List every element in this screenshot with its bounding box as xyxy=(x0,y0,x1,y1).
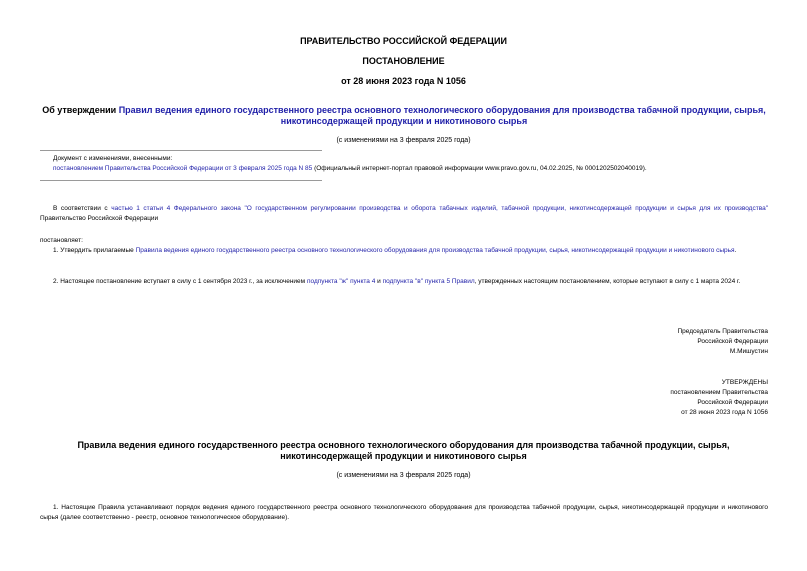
changes-source xyxy=(53,164,773,174)
approval-stamp xyxy=(560,378,768,418)
rules-amendment-note: (с изменениями на 3 февраля 2025 года) xyxy=(336,472,471,479)
document-title xyxy=(40,105,768,127)
approved-by: постановлением Правительства xyxy=(670,389,768,396)
title-prefix: Об утверждении xyxy=(42,105,119,115)
signature-body: Российской Федерации xyxy=(697,338,768,345)
rules-title-line-2: никотинсодержащей продукции и никотинового сырья xyxy=(280,451,527,461)
signature-position: Председатель Правительства xyxy=(677,328,768,335)
changes-top-divider xyxy=(40,150,322,151)
signature-block xyxy=(560,327,768,357)
approved-label: УТВЕРЖДЕНЫ xyxy=(721,379,768,386)
rules-item-1-paragraph: 1. Настоящие Правила устанавливают порядок ведения единого государственного реестра основного технологического оборудования для производства табачной продукции, сырья, никотинсодержащей продукции и никотинового сырья (далее соответственно - реестр, основное технологическое оборудование). xyxy=(40,504,768,521)
preamble-paragraph: В соответствии с частью 1 статьи 4 Федерального закона "О государственном регулировании производства и оборота табачных изделий, табачной продукции, никотинсодержащей продукции и сырья для их производства" Правительство Российской Федерации xyxy=(40,205,769,222)
changes-bottom-divider xyxy=(40,180,322,181)
decides-word: постановляет: xyxy=(40,237,83,244)
publication-info: (Официальный интернет-портал правовой информации www.pravo.gov.ru, 04.02.2025, № 0001202502040019). xyxy=(312,165,647,172)
federal-law-link[interactable]: частью 1 статьи 4 Федерального закона "О государственном регулировании производства и оборота табачных изделий, табачной продукции, никотинсодержащей продукции и сырья для их производства" xyxy=(111,205,769,212)
amending-decree-link[interactable]: постановлением Правительства Российской Федерации от 3 февраля 2025 года N 85 xyxy=(53,165,313,172)
item-2-paragraph: 2. Настоящее постановление вступает в силу с 1 сентября 2023 г., за исключением подпункта "ж" пункта 4 и подпункта "в" пункта 5 Правил, утвержденных настоящим постановлением, которые вступают в силу с 1 марта 2024 г. xyxy=(53,278,741,285)
government-heading: ПРАВИТЕЛЬСТВО РОССИЙСКОЙ ФЕДЕРАЦИИ xyxy=(300,36,507,46)
approved-body: Российской Федерации xyxy=(697,399,768,406)
approved-rules-link[interactable]: Правила ведения единого государственного реестра основного технологического оборудования для производства табачной продукции, сырья, никотинсодержащей продукции и никотинового сырья xyxy=(135,247,735,254)
approved-date: от 28 июня 2023 года N 1056 xyxy=(681,409,768,416)
signature-name: М.Мишустин xyxy=(729,348,768,355)
rules-title xyxy=(0,440,807,462)
subparagraph-v-link[interactable]: подпункта "в" пункта 5 Правил xyxy=(382,278,475,285)
subparagraph-zh-link[interactable]: подпункта "ж" пункта 4 xyxy=(306,278,376,285)
title-rules-link[interactable]: Правил ведения единого государственного реестра основного технологического оборудования для производства табачной продукции, сырья, никотинсодержащей продукции и никотинового сырья xyxy=(118,105,766,126)
amendment-note: (с изменениями на 3 февраля 2025 года) xyxy=(336,137,471,144)
changes-lead: Документ с изменениями, внесенными: xyxy=(53,155,173,162)
document-date-number: от 28 июня 2023 года N 1056 xyxy=(341,76,466,86)
rules-title-line-1: Правила ведения единого государственного реестра основного технологического оборудования для производства табачной продукции, сырья, xyxy=(77,440,730,450)
item-1-paragraph: 1. Утвердить прилагаемые Правила ведения единого государственного реестра основного технологического оборудования для производства табачной продукции, сырья, никотинсодержащей продукции и никотинового сырья. xyxy=(53,247,737,254)
document-type: ПОСТАНОВЛЕНИЕ xyxy=(362,56,445,66)
